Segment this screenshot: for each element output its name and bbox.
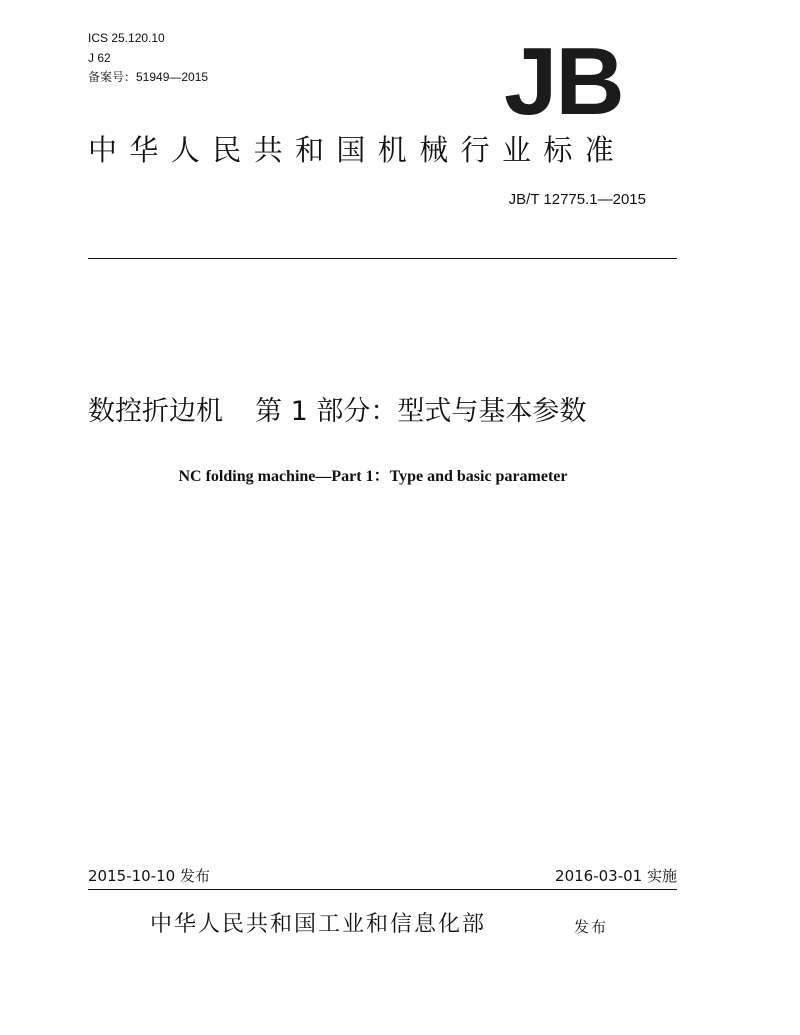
footer-divider [88, 889, 677, 890]
document-title-cn [88, 398, 586, 425]
standard-code: JB/T 12775.1—2015 [508, 191, 646, 208]
document-title-en: NC folding machine—Part 1：Type and basic parameter [178, 468, 568, 485]
title-cn-part2: 第 1 部分：型式与基本参数 [255, 396, 587, 427]
classification-code: J 62 [88, 51, 111, 65]
issue-date: 2015-10-10 发布 [88, 867, 210, 885]
ics-code: ICS 25.120.10 [88, 31, 165, 45]
standard-type-title: 中华人民共和国机械行业标准 [88, 133, 627, 167]
header-divider [88, 258, 677, 259]
record-number: 备案号：51949—2015 [88, 70, 209, 84]
title-cn-part1: 数控折边机 [88, 396, 223, 427]
jb-logo [504, 28, 652, 120]
effective-date: 2016-03-01 实施 [555, 867, 677, 885]
issuing-authority-suffix: 发布 [574, 918, 609, 936]
issuing-authority: 中华人民共和国工业和信息化部 [150, 912, 487, 937]
jb-logo-text: JB [504, 28, 623, 120]
